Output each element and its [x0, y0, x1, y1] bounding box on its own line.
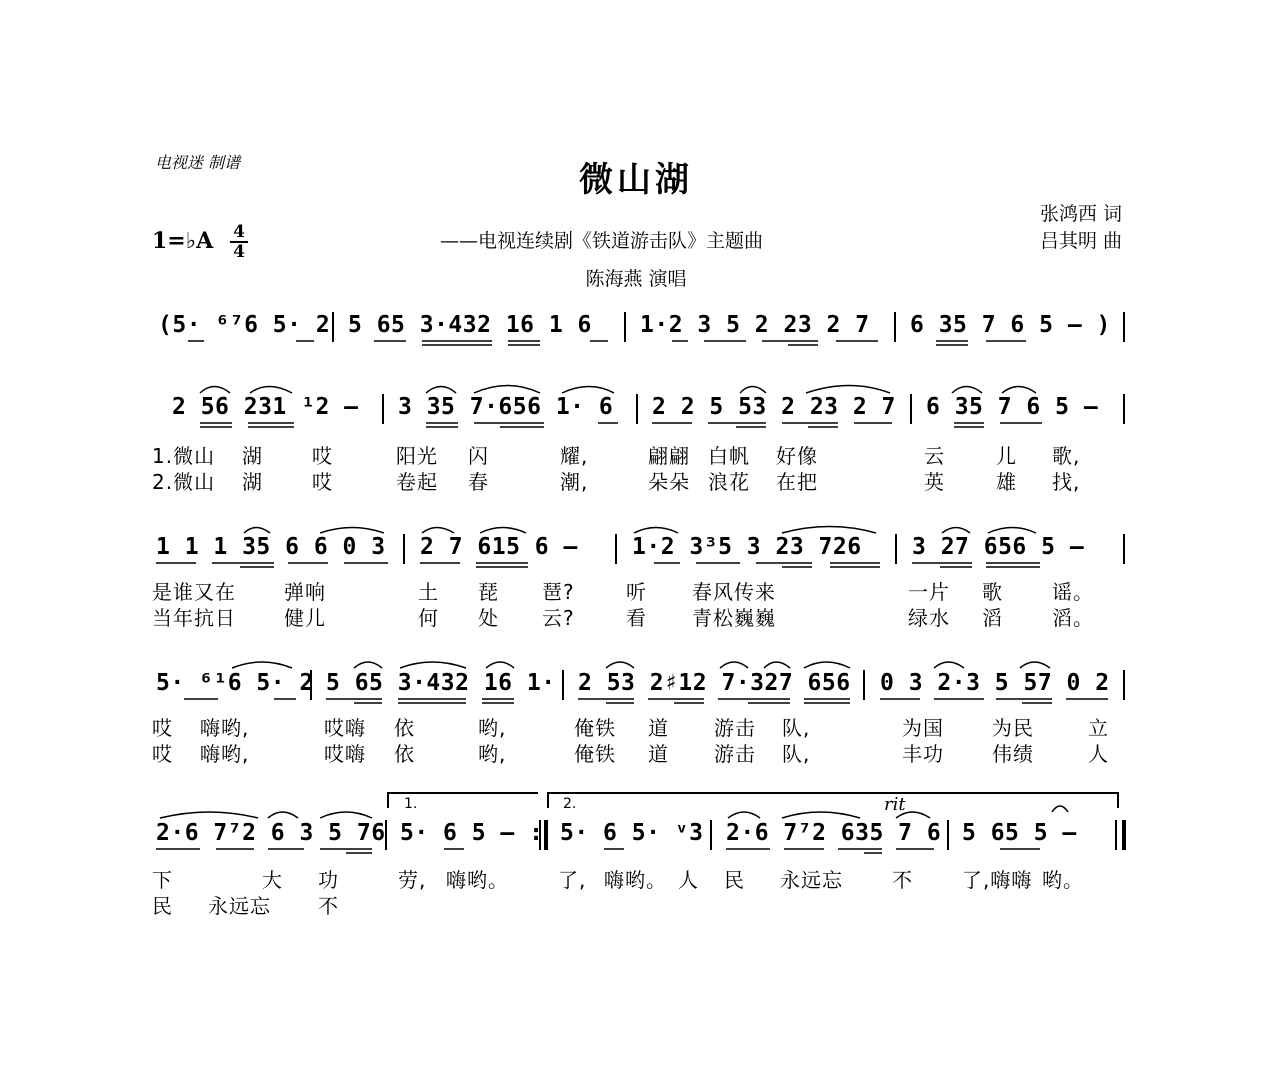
composer-credit: 吕其明 曲 [1039, 230, 1122, 252]
slur [804, 662, 850, 668]
lyric: 哎嗨 [324, 716, 366, 740]
lyric: 弹响 [284, 580, 326, 604]
lyric: 英 [924, 470, 945, 494]
lyric: 听 [626, 580, 647, 604]
singer-credit: 陈海燕 演唱 [585, 268, 687, 290]
slur [1002, 387, 1036, 394]
lyric: 健儿 [284, 606, 326, 630]
lyric: 浪花 [708, 470, 750, 494]
measure: 5· 6 5· ᵛ3 [560, 820, 704, 846]
measure: 2·6 7⁷2 635 7 6 [726, 820, 942, 846]
measure: 6 35 7 6 5 – [926, 394, 1099, 420]
measure: 5 65 3·432 16 1 6 [348, 312, 592, 338]
slur [232, 662, 292, 668]
measure: 5 65 5 – [962, 820, 1077, 846]
slur [250, 387, 292, 394]
lyric: 哟。 [1042, 868, 1084, 892]
lyric: 民 [724, 868, 745, 892]
lyric: 嗨哟, [200, 716, 250, 740]
lyric: 1.微山 [152, 444, 216, 468]
lyric: 谣。 [1052, 580, 1094, 604]
lyric: 云 [924, 444, 945, 468]
volta-1-bracket [388, 793, 538, 808]
lyric: 处 [478, 606, 499, 630]
lyric: 道 [648, 742, 669, 766]
lyric: 道 [648, 716, 669, 740]
lyric: 哎 [312, 444, 333, 468]
measure: 5· 6 5 – : [400, 820, 544, 846]
slur [268, 812, 298, 818]
slur [728, 812, 760, 818]
lyric: 春 [468, 470, 489, 494]
lyric: 哎 [312, 470, 333, 494]
slur [422, 528, 454, 534]
slur [200, 387, 230, 394]
lyric: 为民 [992, 716, 1034, 740]
lyric: 永远忘 [208, 894, 271, 918]
lyric: 嗨哟。 [446, 868, 509, 892]
lyric: 何 [418, 606, 439, 630]
lyric: 好像 [776, 444, 818, 468]
lyric: 哟, [478, 742, 507, 766]
measure: 3 27 656 5 – [912, 534, 1085, 560]
lyric: 湖 [242, 470, 263, 494]
lyric: 青松巍巍 [692, 606, 776, 630]
measure: 2 53 2♯12 7·327 656 [578, 670, 851, 696]
time-signature-top: 4 [233, 222, 245, 242]
lyric: 人 [1088, 742, 1109, 766]
slur [320, 528, 384, 534]
lyric: 不 [892, 868, 913, 892]
lyric: 了, [558, 868, 587, 892]
lyric: 下 [152, 868, 173, 892]
measure: 2 2 5 53 2 23 2 7 [652, 394, 896, 420]
lyric: 闪 [468, 444, 489, 468]
lyric: 哟, [478, 716, 507, 740]
lyric: 一片 [908, 580, 950, 604]
slur [354, 662, 382, 668]
slur [764, 662, 790, 668]
lyric: 为国 [902, 716, 944, 740]
lyric: 俺铁 [574, 742, 616, 766]
lyric: 队, [782, 716, 811, 740]
slur [400, 662, 466, 668]
lyric: 丰功 [902, 742, 944, 766]
lyric: 当年抗日 [152, 606, 236, 630]
measure: 3 35 7·656 1· 6 [398, 394, 614, 420]
lyric: 了,嗨嗨 [962, 868, 1033, 892]
lyric: 俺铁 [574, 716, 616, 740]
slur [952, 387, 982, 394]
key-signature: 1=♭A [152, 228, 214, 254]
lyric: 耀, [560, 444, 589, 468]
lyric: 歌 [982, 580, 1003, 604]
lyric: 游击 [714, 716, 756, 740]
slur [806, 386, 890, 394]
song-subtitle: ——电视连续剧《铁道游击队》主题曲 [440, 230, 764, 252]
ritardando-mark: rit [884, 794, 906, 815]
lyric: 春风传来 [692, 580, 776, 604]
slur [896, 812, 930, 818]
slur [720, 662, 748, 668]
lyric: 民 [152, 894, 173, 918]
measure: 1·2 3 5 2 23 2 7 [640, 312, 870, 338]
slur [934, 662, 964, 668]
time-signature-bottom: 4 [233, 242, 245, 262]
lyric: 人 [678, 868, 699, 892]
lyric: 找, [1052, 470, 1081, 494]
volta-2-label: 2. [563, 796, 577, 812]
measure: 5· ⁶¹6 5· 2 [156, 670, 314, 696]
measure: 2 7 615 6 – [420, 534, 578, 560]
lyric: 潮, [560, 470, 589, 494]
slur [782, 527, 876, 534]
lyric: 不 [318, 894, 339, 918]
song-title: 微山湖 [579, 160, 693, 200]
slur [562, 387, 614, 394]
lyric: 滔 [982, 606, 1003, 630]
lyric: 儿 [996, 444, 1017, 468]
measure: 1·2 3³5 3 23 726 [632, 534, 862, 560]
lyric: 白帆 [708, 444, 750, 468]
lyric: 雄 [996, 470, 1017, 494]
lyric: 游击 [714, 742, 756, 766]
slur [634, 528, 678, 534]
measure: 0 3 2·3 5 57 0 2 [880, 670, 1110, 696]
lyric: 劳, [398, 868, 427, 892]
lyric: 立 [1088, 716, 1109, 740]
lyric: 功 [318, 868, 339, 892]
lyric: 永远忘 [780, 868, 843, 892]
fermata [1052, 806, 1068, 812]
slur [320, 812, 372, 818]
slur [426, 387, 456, 394]
lyric: 朵朵 [648, 470, 690, 494]
lyric: 哎 [152, 716, 173, 740]
lyric: 卷起 [396, 470, 438, 494]
lyric: 土 [418, 580, 439, 604]
lyric: 在把 [776, 470, 818, 494]
lyric: 依 [394, 716, 415, 740]
lyric: 嗨哟。 [604, 868, 667, 892]
measure: 5 65 3·432 16 1· [326, 670, 556, 696]
measure: 2 56 231 ¹2 – [172, 394, 359, 420]
slur [486, 662, 514, 668]
lyric: 滔。 [1052, 606, 1094, 630]
slur [740, 387, 766, 394]
lyric: 湖 [242, 444, 263, 468]
lyric: 琵 [478, 580, 499, 604]
slur [988, 528, 1036, 534]
lyric: 2.微山 [152, 470, 216, 494]
lyricist-credit: 张鸿西 词 [1039, 203, 1122, 225]
slur [782, 812, 860, 818]
measure: 6 35 7 6 5 – ) [910, 312, 1111, 338]
slur [160, 812, 258, 818]
lyric: 琶? [542, 580, 575, 604]
lyric: 看 [626, 606, 647, 630]
slur [244, 528, 270, 534]
lyric: 队, [782, 742, 811, 766]
lyric: 翩翩 [648, 444, 690, 468]
lyric: 歌, [1052, 444, 1081, 468]
arranger-credit: 电视迷 制谱 [155, 153, 241, 172]
slur [474, 386, 540, 394]
measure: (5· ⁶⁷6 5· 2 [158, 312, 331, 338]
measure: 1 1 1 35 6 6 0 3 [156, 534, 386, 560]
volta-2-bracket [548, 793, 1118, 808]
slur [942, 528, 970, 534]
lyric: 依 [394, 742, 415, 766]
volta-1-label: 1. [404, 796, 418, 812]
lyric: 阳光 [396, 444, 438, 468]
lyric: 大 [262, 868, 283, 892]
lyric: 哎 [152, 742, 173, 766]
lyric: 云? [542, 606, 575, 630]
lyric: 嗨哟, [200, 742, 250, 766]
slur [1020, 662, 1050, 668]
slur [606, 662, 634, 668]
lyric: 哎嗨 [324, 742, 366, 766]
slur [480, 528, 526, 534]
lyric: 伟绩 [992, 742, 1034, 766]
lyric: 是谁又在 [152, 580, 236, 604]
measure: 2·6 7⁷2 6 3 5 76 [156, 820, 386, 846]
lyric: 绿水 [908, 606, 950, 630]
